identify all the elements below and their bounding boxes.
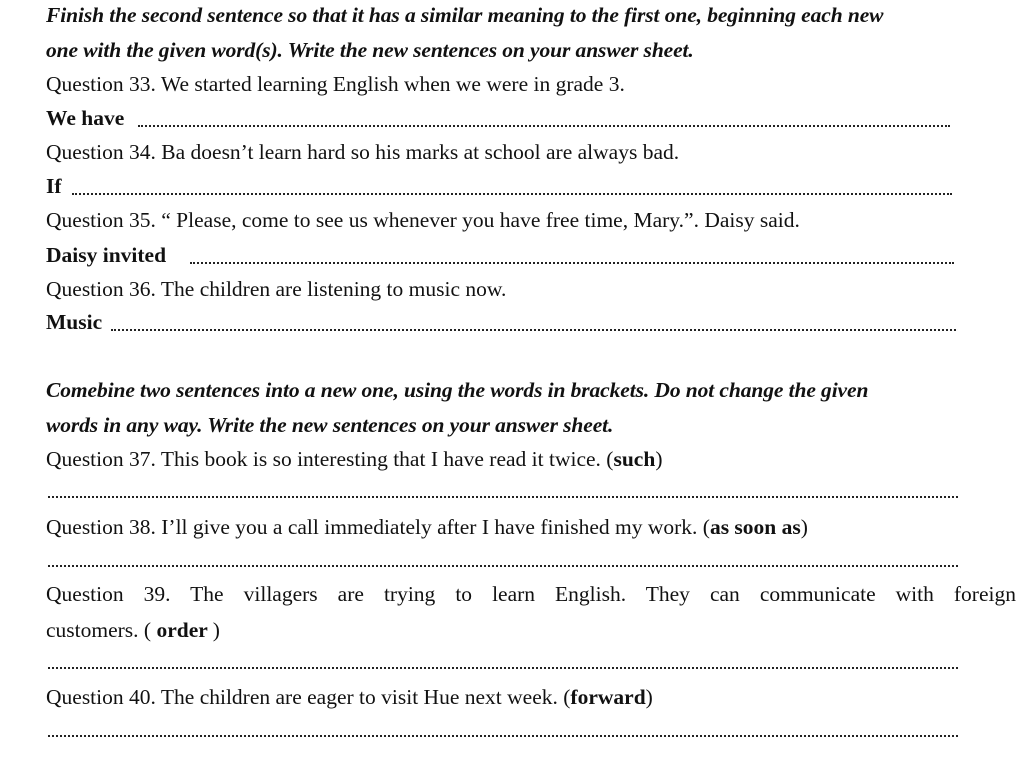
question-33 (46, 71, 625, 97)
answer-prompt-34: If (46, 174, 62, 198)
question-number: Question 36. (46, 277, 156, 301)
section1-instruction-line2: one with the given word(s). Write the new sentences on your answer sheet. (46, 38, 694, 62)
question-text: The villagers are trying to learn English. They can communicate with foreign (190, 582, 1016, 606)
question-text: The children are listening to music now. (160, 277, 507, 301)
bracket-close: ) (800, 515, 808, 539)
section1-instruction-line1: Finish the second sentence so that it has a similar meaning to the first one, beginning each new (46, 3, 884, 27)
question-text: The children are eager to visit Hue next week. ( (160, 685, 571, 709)
question-number: Question 40. (46, 685, 156, 709)
answer-prompt-36: Music (46, 310, 103, 334)
question-text: We started learning English when we were in grade 3. (160, 72, 625, 96)
question-39-line1 (46, 581, 1016, 607)
question-38 (46, 514, 808, 540)
question-text: “ Please, come to see us whenever you have free time, Mary.”. Daisy said. (161, 208, 800, 232)
question-number: Question 39. (46, 582, 171, 606)
bracket-close: ) (645, 685, 653, 709)
question-number: Question 34. (46, 140, 156, 164)
question-number: Question 35. (46, 208, 156, 232)
bracket-keyword: forward (570, 685, 646, 709)
bracket-keyword: such (613, 447, 656, 471)
question-34 (46, 139, 679, 165)
question-text: Ba doesn’t learn hard so his marks at school are always bad. (161, 140, 680, 164)
answer-line-33[interactable] (138, 125, 950, 127)
question-text: I’ll give you a call immediately after I have finished my work. ( (161, 515, 710, 539)
question-35 (46, 207, 800, 233)
answer-line-34[interactable] (72, 193, 952, 195)
question-text-continued: customers. ( (46, 618, 152, 642)
bracket-close: ) (212, 618, 220, 642)
section2-instruction-line1: Comebine two sentences into a new one, using the words in brackets. Do not change the given (46, 378, 869, 402)
question-39-line2 (46, 617, 220, 643)
bracket-keyword: as soon as (709, 515, 801, 539)
question-number: Question 38. (46, 515, 156, 539)
answer-line-40[interactable] (48, 735, 958, 737)
answer-line-38[interactable] (48, 565, 958, 567)
question-number: Question 33. (46, 72, 156, 96)
answer-prompt-35: Daisy invited (46, 243, 167, 267)
answer-line-35[interactable] (190, 262, 954, 264)
section2-instruction-line2: words in any way. Write the new sentences on your answer sheet. (46, 413, 614, 437)
answer-line-36[interactable] (111, 329, 956, 331)
question-number: Question 37. (46, 447, 156, 471)
question-36 (46, 276, 506, 302)
answer-line-37[interactable] (48, 496, 958, 498)
question-40 (46, 684, 653, 710)
bracket-close: ) (655, 447, 663, 471)
bracket-keyword: order (151, 618, 213, 642)
answer-prompt-33: We have (46, 106, 125, 130)
question-text: This book is so interesting that I have read it twice. ( (160, 447, 614, 471)
answer-line-39[interactable] (48, 667, 958, 669)
question-37 (46, 446, 662, 472)
